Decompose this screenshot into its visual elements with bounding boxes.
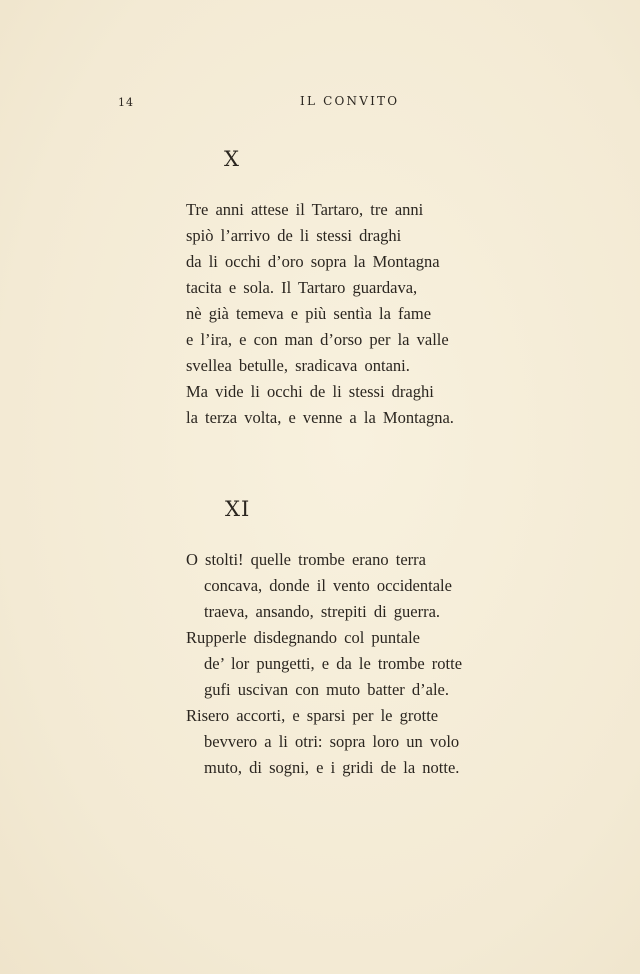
poem-line: da li occhi d’oro sopra la Montagna [186,252,440,271]
poem-line: O stolti! quelle trombe erano terra [186,550,426,569]
poem-line: traeva, ansando, strepiti di guerra. [204,602,441,621]
poem-line: spiò l’arrivo de li stessi draghi [186,226,402,245]
poem-line: de’ lor pungetti, e da le trombe rotte [204,654,463,673]
poem-line: nè già temeva e più sentìa la fame [186,304,432,323]
page-number: 14 [118,96,134,109]
section-title-xi: XI [225,497,251,521]
poem-line: Risero accorti, e sparsi per le grotte [186,706,439,725]
poem-line: Rupperle disdegnando col puntale [186,628,420,647]
poem-line: svellea betulle, sradicava ontani. [186,356,410,375]
poem-line: tacita e sola. Il Tartaro guardava, [186,278,418,297]
section-title-x: X [224,147,240,171]
poem-line: bevvero a li otri: sopra loro un volo [204,732,460,751]
poem-line: Ma vide li occhi de li stessi draghi [186,382,434,401]
poem-line: muto, di sogni, e i gridi de la notte. [204,758,460,777]
poem-line: la terza volta, e venne a la Montagna. [186,408,454,427]
poem-line: Tre anni attese il Tartaro, tre anni [186,200,424,219]
poem-line: e l’ira, e con man d’orso per la valle [186,330,449,349]
poem-line: gufi uscivan con muto batter d’ale. [204,680,450,699]
running-title: IL CONVITO [300,94,400,108]
poem-line: concava, donde il vento occidentale [204,576,452,595]
